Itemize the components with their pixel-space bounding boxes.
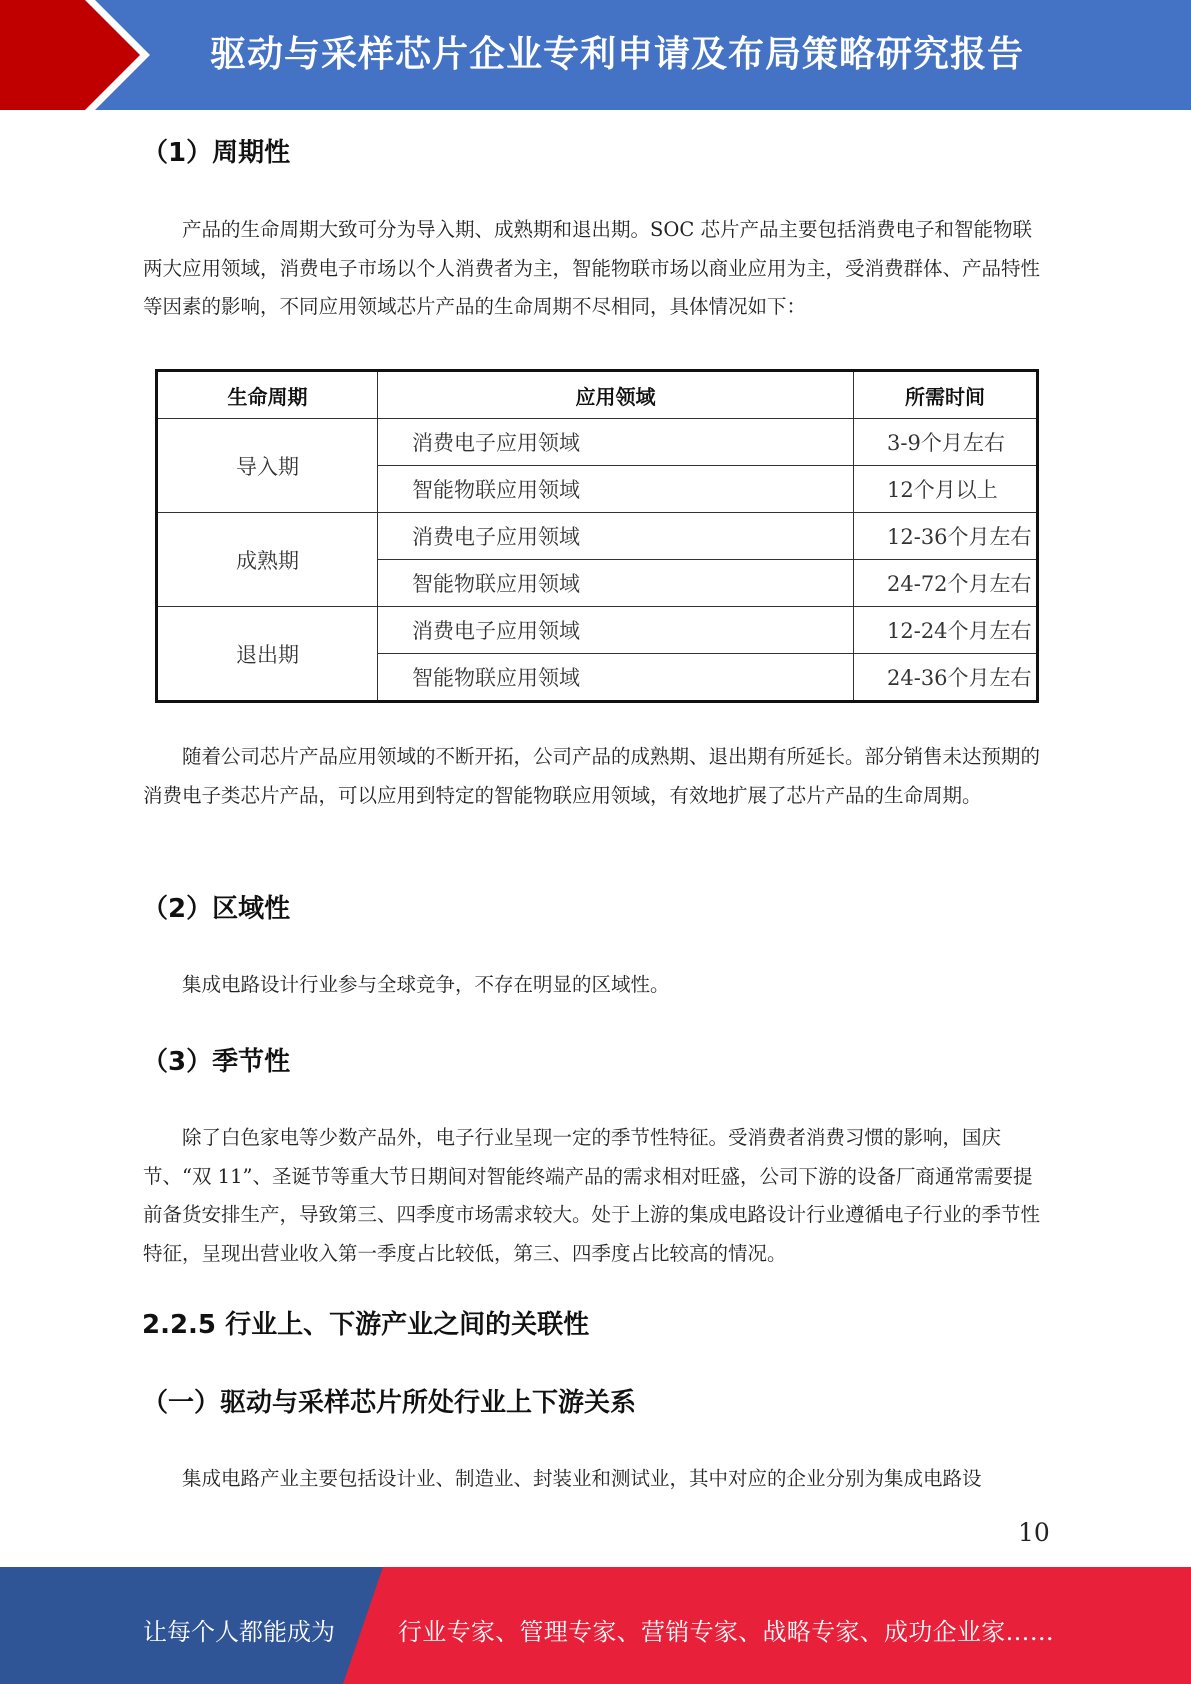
regionality-paragraph — [143, 966, 1048, 1005]
paragraph-text: 集成电路设计行业参与全球竞争，不存在明显的区域性。 — [182, 973, 670, 996]
period-cell: 成熟期 — [157, 513, 378, 607]
footer-roles: 行业专家、管理专家、营销专家、战略专家、成功企业家…… — [398, 1618, 1055, 1646]
section-heading-2-2-5: 2.2.5 行业上、下游产业之间的关联性 — [142, 1310, 590, 1340]
paragraph-text: 集成电路产业主要包括设计业、制造业、封装业和测试业，其中对应的企业分别为集成电路设 — [182, 1467, 982, 1490]
lifecycle-followup-paragraph — [143, 738, 1048, 815]
industry-chain-paragraph — [143, 1460, 1048, 1499]
time-cell: 24-72个月左右 — [854, 560, 1038, 607]
field-cell: 智能物联应用领域 — [378, 654, 854, 702]
page-header — [0, 0, 1191, 110]
time-cell: 12-36个月左右 — [854, 513, 1038, 560]
field-cell: 消费电子应用领域 — [378, 607, 854, 654]
period-cell: 导入期 — [157, 419, 378, 513]
page-number: 10 — [1018, 1518, 1050, 1547]
seasonality-paragraph — [143, 1119, 1048, 1273]
period-cell: 退出期 — [157, 607, 378, 702]
table-row — [157, 513, 1038, 560]
paragraph-text: 随着公司芯片产品应用领域的不断开拓，公司产品的成熟期、退出期有所延长。部分销售未达预期的消费电子类芯片产品，可以应用到特定的智能物联应用领域，有效地扩展了芯片产品的生命周期。 — [143, 745, 1041, 807]
section-title-regionality: （2）区域性 — [142, 894, 291, 924]
section-title-seasonality: （3）季节性 — [142, 1047, 291, 1077]
time-cell: 3-9个月左右 — [854, 419, 1038, 466]
time-cell: 12个月以上 — [854, 466, 1038, 513]
field-cell: 消费电子应用领域 — [378, 419, 854, 466]
report-title: 驱动与采样芯片企业专利申请及布局策略研究报告 — [210, 34, 1025, 75]
table-header-row — [157, 371, 1038, 419]
header-chevron-decoration — [0, 0, 160, 110]
column-header-field: 应用领域 — [378, 371, 854, 419]
time-cell: 12-24个月左右 — [854, 607, 1038, 654]
footer-slogan: 让每个人都能成为 — [143, 1618, 335, 1646]
time-cell: 24-36个月左右 — [854, 654, 1038, 702]
section-title-upstream-downstream: （一）驱动与采样芯片所处行业上下游关系 — [142, 1388, 637, 1418]
field-cell: 消费电子应用领域 — [378, 513, 854, 560]
table-row — [157, 607, 1038, 654]
section-title-periodicity: （1）周期性 — [142, 138, 291, 168]
column-header-period: 生命周期 — [157, 371, 378, 419]
paragraph-text: 产品的生命周期大致可分为导入期、成熟期和退出期。SOC 芯片产品主要包括消费电子和智能物联两大应用领域，消费电子市场以个人消费者为主，智能物联市场以商业应用为主，受消费群体、产品特性等因素的影响，不同应用领域芯片产品的生命周期不尽相同，具体情况如下： — [143, 218, 1041, 318]
periodicity-paragraph — [143, 211, 1048, 327]
lifecycle-table — [155, 369, 1039, 703]
field-cell: 智能物联应用领域 — [378, 466, 854, 513]
column-header-time: 所需时间 — [854, 371, 1038, 419]
table-row — [157, 419, 1038, 466]
field-cell: 智能物联应用领域 — [378, 560, 854, 607]
paragraph-text: 除了白色家电等少数产品外，电子行业呈现一定的季节性特征。受消费者消费习惯的影响，国庆节、“双 11”、圣诞节等重大节日期间对智能终端产品的需求相对旺盛，公司下游的设备厂商通常需要提前备货安排生产，导致第三、四季度市场需求较大。处于上游的集成电路设计行业遵循电子行业的季节性特征，呈现出营业收入第一季度占比较低，第三、四季度占比较高的情况。 — [143, 1126, 1041, 1265]
